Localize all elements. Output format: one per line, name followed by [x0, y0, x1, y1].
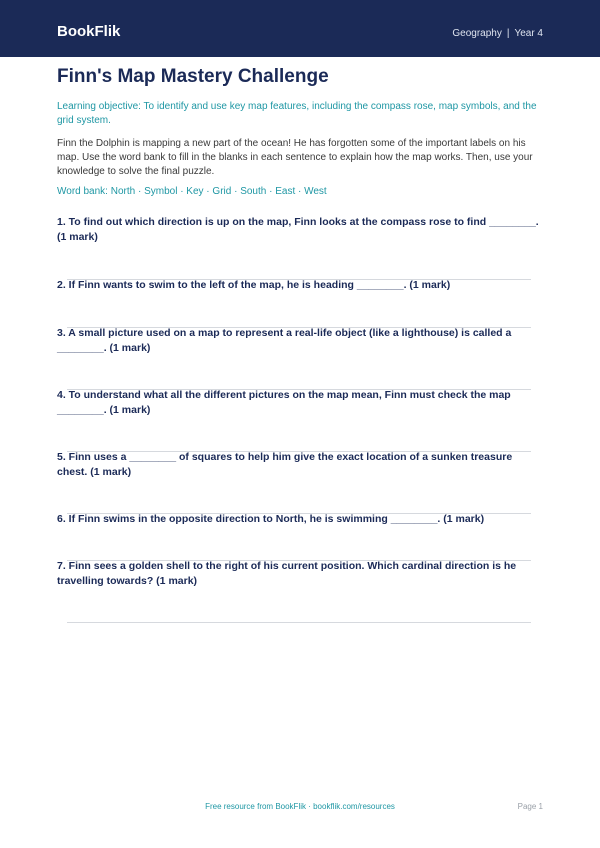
question-6: 6. If Finn swims in the opposite direction to North, he is swimming ________. (1 mark) — [57, 513, 485, 525]
page-number: Page 1 — [517, 802, 543, 811]
footer-credit: Free resource from BookFlik · bookflik.com/resources — [205, 802, 395, 811]
page-header — [0, 0, 600, 57]
learning-objective: Learning objective: To identify and use key map features, including the compass rose, map symbols, and the grid system. — [57, 101, 537, 126]
word-bank: Word bank: North · Symbol · Key · Grid · South · East · West — [57, 186, 327, 197]
header-separator: | — [506, 28, 510, 39]
brand-logo: BookFlik — [57, 23, 121, 40]
question-7: 7. Finn sees a golden shell to the right of his current position. Which cardinal direction is he travelling towards? (1 mark) — [57, 560, 517, 587]
question-5: 5. Finn uses a ________ of squares to help him give the exact location of a sunken treasure chest. (1 mark) — [57, 451, 513, 478]
question-4: 4. To understand what all the different pictures on the map mean, Finn must check the map ________. (1 mark) — [57, 389, 511, 416]
header-meta — [452, 28, 543, 40]
worksheet-title: Finn's Map Mastery Challenge — [57, 66, 329, 87]
question-1: 1. To find out which direction is up on the map, Finn looks at the compass rose to find ________. (1 mark) — [57, 216, 539, 243]
question-3: 3. A small picture used on a map to represent a real-life object (like a lighthouse) is called a ________. (1 mark) — [57, 327, 512, 354]
subject-label: Geography — [452, 28, 502, 39]
question-2: 2. If Finn wants to swim to the left of the map, he is heading ________. (1 mark) — [57, 279, 451, 291]
answer-line-7[interactable] — [67, 622, 531, 623]
year-label: Year 4 — [514, 28, 543, 39]
intro-paragraph: Finn the Dolphin is mapping a new part of the ocean! He has forgotten some of the important labels on his map. Use the word bank to fill in the blanks in each sentence to explain how the map works. Then, use your knowledge to solve the final puzzle. — [57, 138, 533, 177]
